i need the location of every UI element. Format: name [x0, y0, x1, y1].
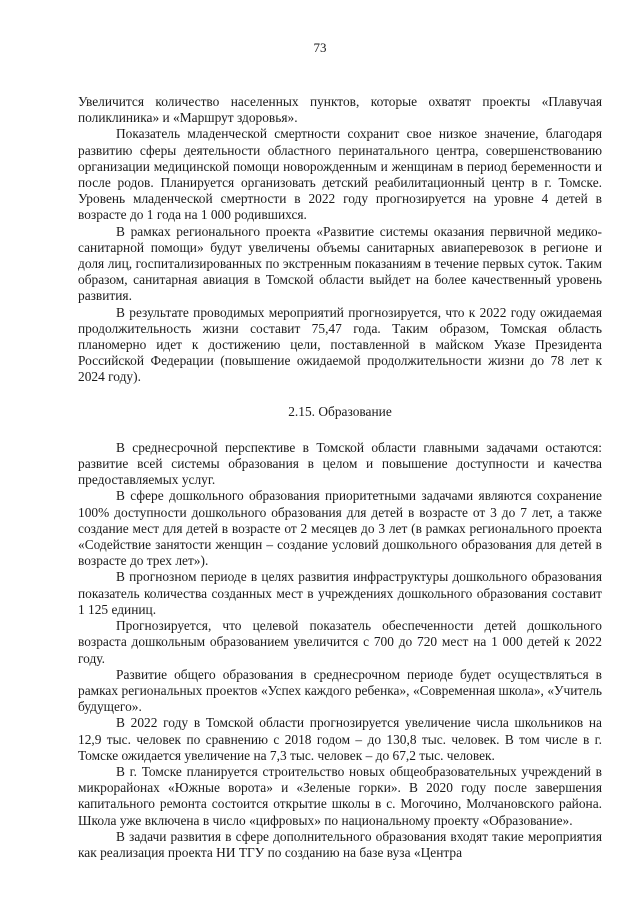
- paragraph: В задачи развития в сфере дополнительного образования входят такие мероприятия как реализация проекта НИ ТГУ по созданию на базе вуза «Центра: [78, 828, 602, 860]
- paragraph: Увеличится количество населенных пунктов, которые охватят проекты «Плавучая поликлиника» и «Маршрут здоровья».: [78, 94, 602, 126]
- paragraph: В результате проводимых мероприятий прогнозируется, что к 2022 году ожидаемая продолжительность жизни составит 75,47 года. Таким образом, Томская область планомерно идет к достижению цели, поставленной в майском Указе Президента Российской Федерации (повышение ожидаемой продолжительности жизни до 78 лет к 2024 году).: [78, 304, 602, 385]
- paragraph: В сфере дошкольного образования приоритетными задачами являются сохранение 100% доступности дошкольного образования для детей в возрасте от 3 до 7 лет, а также создание мест для детей в возрасте от 2 месяцев до 3 лет (в рамках регионального проекта «Содействие занятости женщин – создание условий дошкольного образования для детей в возрасте до трех лет»).: [78, 488, 602, 569]
- document-body: [78, 94, 602, 861]
- paragraph: В прогнозном периоде в целях развития инфраструктуры дошкольного образования показатель количества созданных мест в учреждениях дошкольного образования составит 1 125 единиц.: [78, 569, 602, 617]
- paragraph: В 2022 году в Томской области прогнозируется увеличение числа школьников на 12,9 тыс. человек по сравнению с 2018 годом – до 130,8 тыс. человек. В том числе в г. Томске ожидается увеличение на 7,3 тыс. человек – до 67,2 тыс. человек.: [78, 715, 602, 763]
- paragraph: В рамках регионального проекта «Развитие системы оказания первичной медико-санитарной помощи» будут увеличены объемы санитарных авиаперевозок в регионе и доля лиц, госпитализированных по экстренным показаниям в течение первых суток. Таким образом, санитарная авиация в Томской области выйдет на более качественный уровень развития.: [78, 223, 602, 304]
- paragraph: Развитие общего образования в среднесрочном периоде будет осуществляться в рамках региональных проектов «Успех каждого ребенка», «Современная школа», «Учитель будущего».: [78, 666, 602, 715]
- paragraph: Показатель младенческой смертности сохранит свое низкое значение, благодаря развитию сферы деятельности областного перинатального центра, совершенствованию организации медицинской помощи новорожденным и женщинам в период беременности и после родов. Планируется организовать детский реабилитационный центр в г. Томске. Уровень младенческой смертности в 2022 году прогнозируется на уровне 4 детей в возрасте до 1 года на 1 000 родившихся.: [78, 126, 602, 223]
- section-heading: 2.15. Образование: [288, 403, 392, 419]
- paragraph: В среднесрочной перспективе в Томской области главными задачами остаются: развитие всей системы образования в целом и повышение доступности и качества предоставляемых услуг.: [78, 439, 602, 488]
- paragraph: В г. Томске планируется строительство новых общеобразовательных учреждений в микрорайонах «Южные ворота» и «Зеленые горки». В 2020 году после завершения капитального ремонта состоится открытие школы в с. Могочино, Молчановского района. Школа уже включена в число «цифровых» по национальному проекту «Образование».: [78, 763, 602, 828]
- paragraph: Прогнозируется, что целевой показатель обеспеченности детей дошкольного возраста дошкольным образованием увеличится с 700 до 720 мест на 1 000 детей к 2022 году.: [78, 618, 602, 666]
- page-number: 73: [313, 40, 327, 55]
